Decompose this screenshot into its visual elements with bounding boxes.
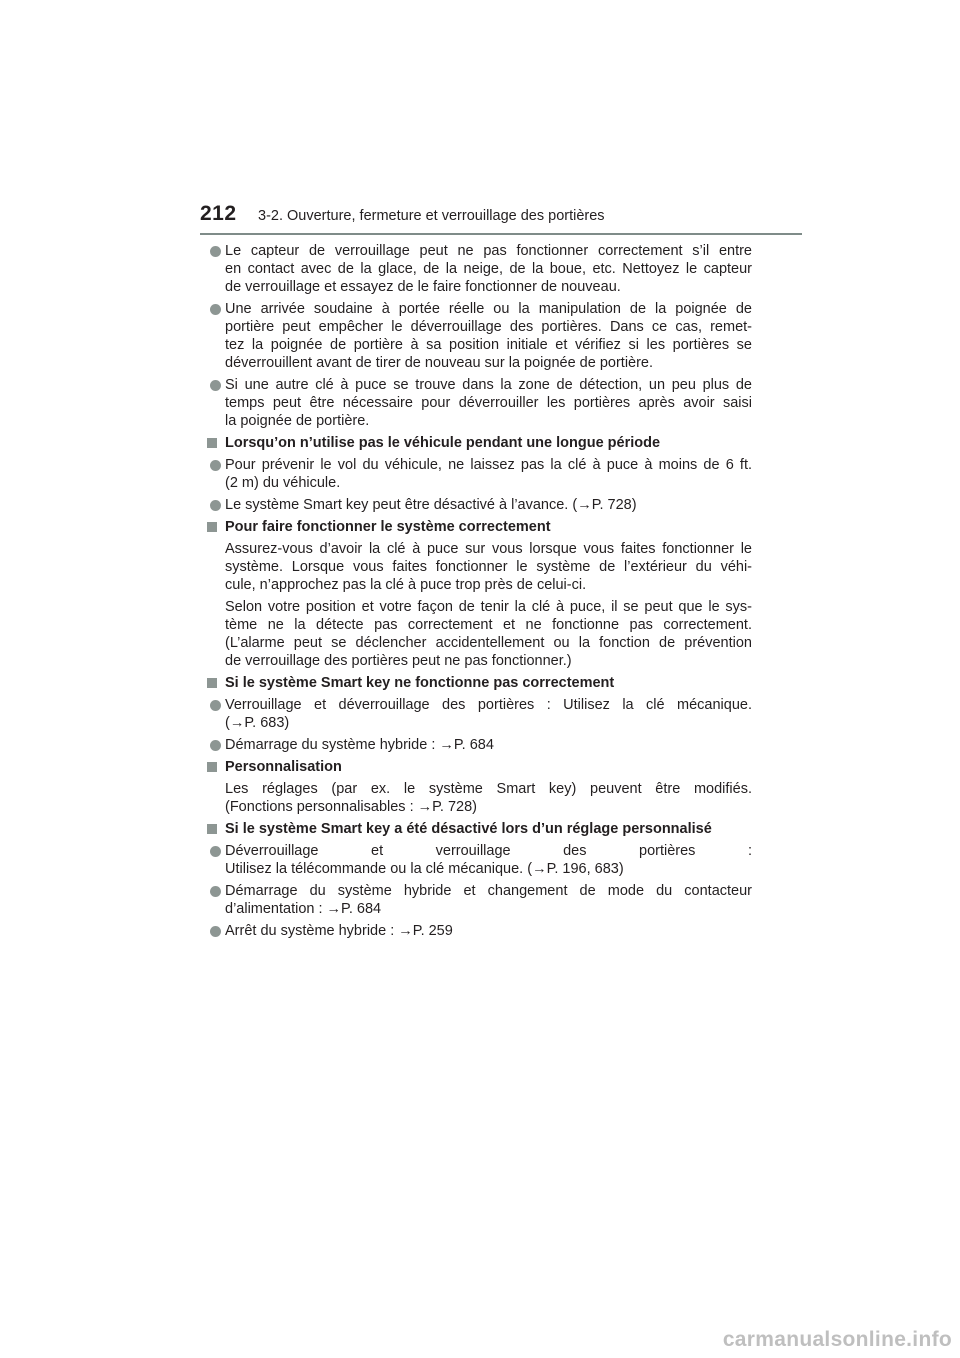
round-bullet-icon — [210, 740, 221, 751]
text-line: Assurez-vous d’avoir la clé à puce sur vous lorsque vous faites fonctionner le — [225, 541, 752, 557]
round-bullet-icon — [210, 500, 221, 511]
text-line: d’alimentation : →P. 684 — [225, 901, 382, 917]
text-line: Déverrouillage et verrouillage des portières : — [225, 843, 752, 859]
text-line: Le système Smart key peut être désactivé à l’avance. (→P. 728) — [225, 497, 637, 513]
round-bullet-icon — [210, 380, 221, 391]
heading-text: Lorsqu’on n’utilise pas le véhicule pendant une longue période — [225, 435, 661, 451]
text-line: tez la poignée de portière à sa position initiale et vérifiez si les portières se — [225, 337, 752, 353]
page-content — [207, 242, 752, 944]
square-bullet-icon — [207, 522, 217, 532]
text-line: (2 m) du véhicule. — [225, 475, 341, 491]
round-bullet-icon — [210, 926, 221, 937]
text-line: (→P. 683) — [225, 715, 290, 731]
section-title: 3-2. Ouverture, fermeture et verrouillage des portières — [258, 208, 605, 224]
text-line: Démarrage du système hybride et changement de mode du contacteur — [225, 883, 752, 899]
page-number: 212 — [200, 202, 237, 225]
text-line: Démarrage du système hybride : →P. 684 — [225, 737, 494, 753]
text-line: système. Lorsque vous faites fonctionner le système de l’extérieur du véhi- — [225, 559, 752, 575]
round-bullet-icon — [210, 246, 221, 257]
square-bullet-icon — [207, 762, 217, 772]
paragraph — [207, 780, 752, 816]
square-bullet-icon — [207, 678, 217, 688]
text-line: (L’alarme peut se déclencher accidentellement ou la fonction de prévention — [225, 635, 752, 651]
section-heading — [207, 674, 752, 692]
text-line: Les réglages (par ex. le système Smart key) peuvent être modifiés. — [225, 781, 752, 797]
heading-text: Si le système Smart key ne fonctionne pas correctement — [225, 675, 615, 691]
bullet-item — [207, 736, 752, 754]
text-line: Verrouillage et déverrouillage des portières : Utilisez la clé mécanique. — [225, 697, 752, 713]
heading-text: Pour faire fonctionner le système correctement — [225, 519, 551, 535]
bullet-item — [207, 842, 752, 878]
page-header — [0, 0, 960, 240]
section-heading — [207, 434, 752, 452]
bullet-item — [207, 456, 752, 492]
text-line: cule, n’approchez pas la clé à puce trop près de celui-ci. — [225, 577, 587, 593]
bullet-item — [207, 496, 752, 514]
header-rule — [200, 233, 802, 235]
text-line: portière peut empêcher le déverrouillage des portières. Dans ce cas, remet- — [225, 319, 752, 335]
watermark: carmanualsonline.info — [722, 1328, 952, 1351]
section-heading — [207, 518, 752, 536]
bullet-item — [207, 300, 752, 372]
text-line: en contact avec de la glace, de la neige, de la boue, etc. Nettoyez le capteur — [225, 261, 752, 277]
text-line: Utilisez la télécommande ou la clé mécanique. (→P. 196, 683) — [225, 861, 624, 877]
bullet-item — [207, 922, 752, 940]
text-line: Arrêt du système hybride : →P. 259 — [225, 923, 453, 939]
round-bullet-icon — [210, 304, 221, 315]
round-bullet-icon — [210, 700, 221, 711]
bullet-item — [207, 376, 752, 430]
text-line: de verrouillage des portières peut ne pas fonctionner.) — [225, 653, 572, 669]
round-bullet-icon — [210, 886, 221, 897]
text-line: Une arrivée soudaine à portée réelle ou la manipulation de la poignée de — [225, 301, 752, 317]
square-bullet-icon — [207, 438, 217, 448]
section-heading — [207, 820, 752, 838]
text-line: Pour prévenir le vol du véhicule, ne laissez pas la clé à puce à moins de 6 ft. — [225, 457, 752, 473]
bullet-item — [207, 242, 752, 296]
text-line: Si une autre clé à puce se trouve dans la zone de détection, un peu plus de — [225, 377, 752, 393]
round-bullet-icon — [210, 846, 221, 857]
paragraph — [207, 540, 752, 594]
paragraph — [207, 598, 752, 670]
heading-text: Personnalisation — [225, 759, 342, 775]
text-line: déverrouillent avant de tirer de nouveau sur la poignée de portière. — [225, 355, 654, 371]
text-line: Le capteur de verrouillage peut ne pas fonctionner correctement s’il entre — [225, 243, 752, 259]
text-line: tème ne la détecte pas correctement et ne fonctionne pas correctement. — [225, 617, 752, 633]
text-line: de verrouillage et essayez de le faire fonctionner de nouveau. — [225, 279, 621, 295]
square-bullet-icon — [207, 824, 217, 834]
section-heading — [207, 758, 752, 776]
heading-text: Si le système Smart key a été désactivé lors d’un réglage personnalisé — [225, 821, 712, 837]
round-bullet-icon — [210, 460, 221, 471]
text-line: (Fonctions personnalisables : →P. 728) — [225, 799, 478, 815]
text-line: la poignée de portière. — [225, 413, 370, 429]
bullet-item — [207, 882, 752, 918]
text-line: temps peut être nécessaire pour déverrouiller les portières après avoir saisi — [225, 395, 752, 411]
text-line: Selon votre position et votre façon de tenir la clé à puce, il se peut que le sys- — [225, 599, 752, 615]
bullet-item — [207, 696, 752, 732]
